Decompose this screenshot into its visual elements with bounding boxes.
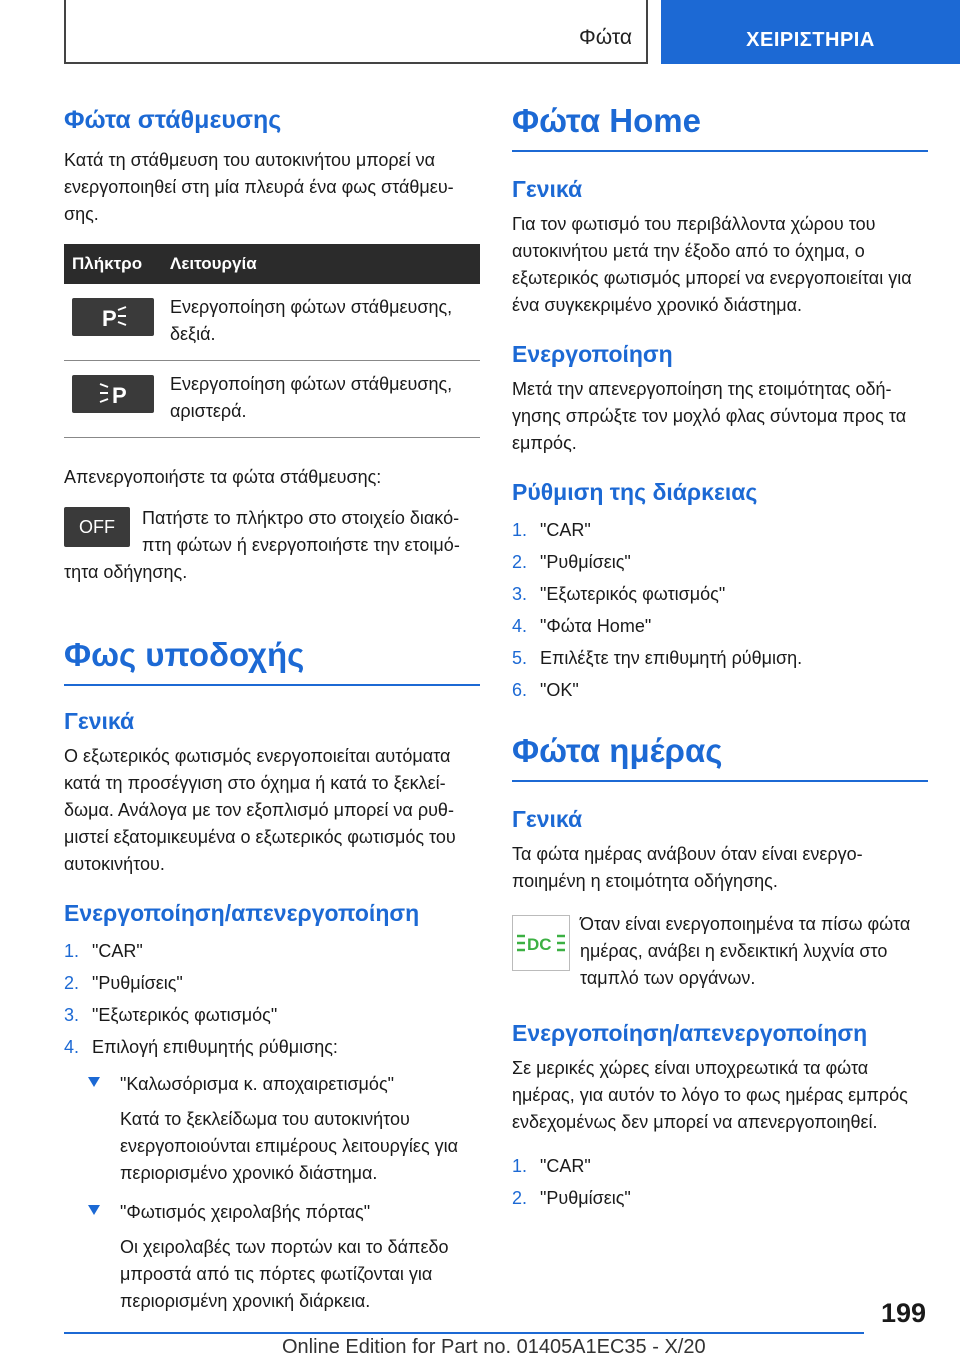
list-item: 3. "Εξωτερικός φωτισμός"	[64, 1005, 278, 1025]
right-column	[512, 100, 928, 1214]
table-header-key: Πλήκτρο	[64, 244, 162, 284]
page-number: 199	[880, 1298, 926, 1328]
parking-light-left-icon	[72, 375, 154, 413]
table-row	[64, 361, 480, 438]
sub1-title: "Καλωσόρισμα κ. αποχαιρετισμός"	[120, 1074, 395, 1094]
table-cell-function: Ενεργοποίηση φώτων στάθμευσης, δεξιά.	[162, 284, 480, 361]
activation-text: Μετά την απενεργοποίηση της ετοιμότητας οδήγησης σπρώξτε τον μοχλό φλας σύντομα προς τα εμπρός.	[512, 379, 907, 453]
table-cell-function: Ενεργοποίηση φώτων στάθμευσης, αριστερά.	[162, 361, 480, 438]
parking-text: Κατά τη στάθμευση του αυτοκινήτου μπορεί να ενεργοποιηθεί στη μία πλευρά ένα φως στάθμευσης.	[64, 150, 454, 224]
list-item: 1. "CAR"	[512, 1156, 591, 1176]
off-text: Πατήστε το πλήκτρο στο στοιχείο διακόπτη φώτων ή ενεργοποιήστε την ετοιμότητα οδήγησης.	[64, 508, 460, 582]
off-button-icon: OFF	[64, 507, 130, 547]
sub-option-door-handle	[64, 1199, 480, 1315]
day-onoff-text: Σε μερικές χώρες είναι υποχρεωτικά τα φώτα ημέρας, για αυτόν το λόγο το φως ημέρας εμπρός ενδεχομένως δεν μπορεί να απενεργοποιηθεί.	[512, 1058, 908, 1132]
list-item: 2. "Ρυθμίσεις"	[512, 552, 631, 572]
footer-divider	[64, 1332, 864, 1334]
keys-table	[64, 244, 480, 438]
general-text: Ο εξωτερικός φωτισμός ενεργοποιείται αυτόματα κατά τη προσέγγιση στο όχημα ή κατά το ξεκλείδωμα. Ανάλογα με τον εξοπλισμό μπορεί να ρυθμιστεί εξατομικευμένα ο εξωτερικός φωτισμός του αυτοκινήτου.	[64, 746, 456, 874]
right-steps	[512, 514, 928, 706]
sub-option-welcome	[64, 1071, 480, 1187]
home-title: Φώτα Home	[512, 102, 928, 152]
list-item: 6. "OK"	[512, 680, 579, 700]
off-instruction	[64, 505, 480, 586]
sub2-text: Οι χειρολαβές των πορτών και το δάπεδο μπροστά από τις πόρτες φωτίζονται για περιορισμένη χρονική διάρκεια.	[120, 1237, 449, 1311]
table-header-row	[64, 244, 480, 284]
table-row	[64, 284, 480, 361]
day-title: Φώτα ημέρας	[512, 732, 928, 782]
day-onoff-title: Ενεργοποίηση/απενεργοποίηση	[512, 1020, 868, 1046]
list-item: 1. "CAR"	[512, 520, 591, 540]
general-title: Γενικά	[64, 708, 135, 734]
drl-indicator-note	[512, 911, 928, 992]
list-item: 4. "Φώτα Home"	[512, 616, 652, 636]
sub1-text: Κατά το ξεκλείδωμα του αυτοκινήτου ενεργοποιούνται επιμέρους λειτουργίες για περιορισμένο χρονικό διάστημα.	[120, 1109, 459, 1183]
triangle-bullet-icon	[88, 1205, 100, 1215]
left-column	[64, 100, 480, 1315]
header-chapter: ΧΕΙΡΙΣΤΗΡΙΑ	[746, 29, 875, 51]
list-item: 4. Επιλογή επιθυμητής ρύθμισης:	[64, 1037, 338, 1057]
list-item: 3. "Εξωτερικός φωτισμός"	[512, 584, 726, 604]
list-item: 5. Επιλέξτε την επιθυμητή ρύθμιση.	[512, 648, 803, 668]
list-item: 2. "Ρυθμίσεις"	[64, 973, 183, 993]
day-steps	[512, 1150, 928, 1214]
day-general-text: Τα φώτα ημέρας ανάβουν όταν είναι ενεργοποιημένη η ετοιμότητα οδήγησης.	[512, 844, 863, 891]
deactivate-text: Απενεργοποιήστε τα φώτα στάθμευσης:	[64, 467, 382, 487]
left-steps	[64, 935, 480, 1063]
table-header-function: Λειτουργία	[162, 244, 480, 284]
list-item: 2. "Ρυθμίσεις"	[512, 1188, 631, 1208]
header-section: Φώτα	[579, 26, 632, 49]
header-section-box	[64, 0, 648, 64]
sub2-title: "Φωτισμός χειρολαβής πόρτας"	[120, 1202, 371, 1222]
svg-text:P: P	[112, 383, 127, 408]
activation-title: Ενεργοποίηση	[512, 341, 673, 367]
triangle-bullet-icon	[88, 1077, 100, 1087]
drl-text: Όταν είναι ενεργοποιημένα τα πίσω φώτα ημέρας, ανάβει η ενδεικτική λυχνία στο ταμπλό των οργάνων.	[580, 914, 911, 988]
drl-indicator-icon	[512, 915, 570, 971]
parking-title: Φώτα στάθμευσης	[64, 106, 282, 134]
home-general-title: Γενικά	[512, 176, 583, 202]
onoff-title: Ενεργοποίηση/απενεργοποίηση	[64, 900, 420, 926]
day-general-title: Γενικά	[512, 806, 583, 832]
parking-light-right-icon	[72, 298, 154, 336]
edition-text: Online Edition for Part no. 01405A1EC35 - X/20	[282, 1336, 706, 1358]
svg-text:P: P	[102, 306, 117, 331]
svg-text:DC: DC	[527, 935, 552, 954]
header-chapter-tab[interactable]	[661, 0, 960, 64]
welcome-title: Φως υποδοχής	[64, 636, 480, 686]
home-general-text: Για τον φωτισμό του περιβάλλοντα χώρου του αυτοκινήτου μετά την έξοδο από το όχημα, ο εξωτερικός φωτισμός μπορεί να ενεργοποιείται για ένα συγκεκριμένο χρονικό διάστημα.	[512, 214, 912, 315]
list-item: 1. "CAR"	[64, 941, 143, 961]
duration-title: Ρύθμιση της διάρκειας	[512, 479, 758, 505]
